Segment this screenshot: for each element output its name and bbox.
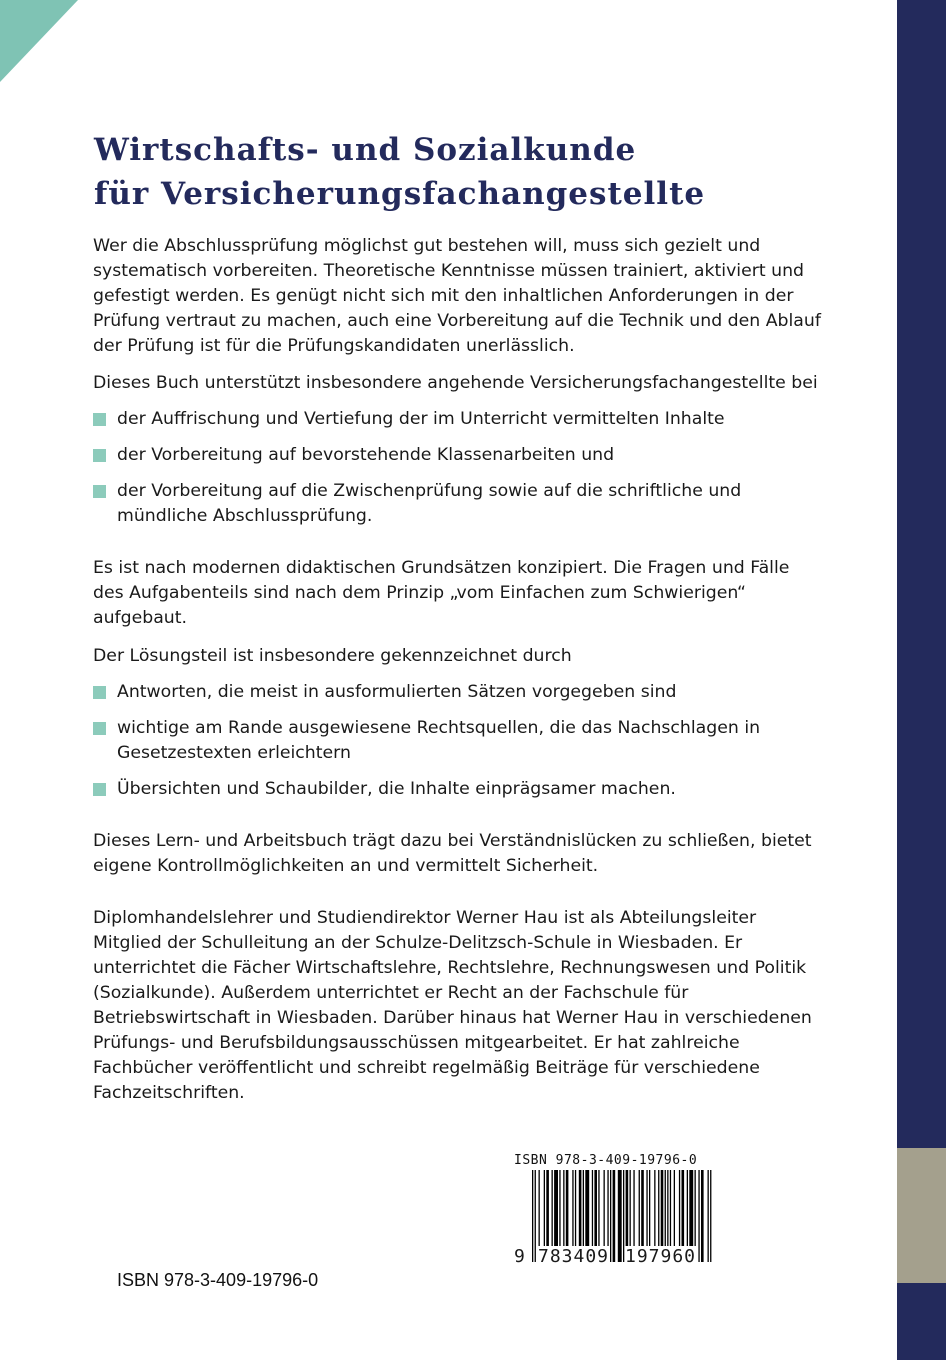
support-list bbox=[93, 407, 821, 529]
list-item: Übersichten und Schaubilder, die Inhalte einprägsamer machen. bbox=[93, 777, 821, 802]
support-lead: Dieses Buch unterstützt insbesondere angehende Versicherungsfachangestellte bei bbox=[93, 373, 818, 393]
barcode-bar bbox=[618, 1170, 622, 1262]
barcode-bar bbox=[613, 1170, 616, 1262]
title-line-1: Wirtschafts- und Sozialkunde bbox=[94, 132, 637, 168]
book-title bbox=[94, 128, 884, 216]
barcode-digits-right: 197960 bbox=[625, 1246, 697, 1267]
closing-paragraph: Dieses Lern- und Arbeitsbuch trägt dazu bei Verständnislücken zu schließen, bietet eigene Kontrollmöglichkeiten an und vermittelt Sicherheit. bbox=[93, 831, 812, 876]
corner-accent-triangle bbox=[0, 0, 78, 82]
barcode-bar bbox=[701, 1170, 704, 1262]
barcode-isbn-label: ISBN 978-3-409-19796-0 bbox=[514, 1153, 698, 1168]
list-item: der Vorbereitung auf bevorstehende Klassenarbeiten und bbox=[93, 443, 821, 468]
barcode-bar bbox=[610, 1170, 611, 1262]
bullet-square-icon bbox=[93, 485, 106, 498]
list-item: Antworten, die meist in ausformulierten Sätzen vorgegeben sind bbox=[93, 680, 821, 705]
barcode-bar bbox=[708, 1170, 709, 1262]
barcode-bar bbox=[710, 1170, 711, 1262]
bullet-square-icon bbox=[93, 449, 106, 462]
blurb-body bbox=[93, 234, 821, 1106]
isbn-footer: ISBN 978-3-409-19796-0 bbox=[117, 1270, 319, 1290]
author-bio: Diplomhandelslehrer und Studiendirektor Werner Hau ist als Abteilungsleiter Mitglied der Schulleitung an der Schulze-Delitzsch-Schule in Wiesbaden. Er unterrichtet die Fächer Wirtschaftslehre, Rechtslehre, Rechnungswesen und Politik (Sozialkunde). Außerdem unterrichtet er Recht an der Fachschule für Betriebswirtschaft in Wiesbaden. Darüber hinaus hat Werner Hau in verschiedenen Prüfungs- und Berufsbildungsausschüssen mitgearbeitet. Er hat zahlreiche Fachbücher veröffentlicht und schreibt regelmäßig Beiträge für verschiedene Fachzeitschriften. bbox=[93, 908, 812, 1103]
bullet-square-icon bbox=[93, 413, 106, 426]
bullet-square-icon bbox=[93, 783, 106, 796]
bullet-square-icon bbox=[93, 722, 106, 735]
barcode-bar bbox=[535, 1170, 536, 1262]
list-item: wichtige am Rande ausgewiesene Rechtsquellen, die das Nachschlagen in Gesetzestexten erleichtern bbox=[93, 716, 821, 766]
barcode-digit-lead: 9 bbox=[514, 1246, 525, 1267]
solution-lead: Der Lösungsteil ist insbesondere gekennzeichnet durch bbox=[93, 646, 572, 666]
barcode-bar bbox=[532, 1170, 533, 1262]
barcode-digits-left: 783409 bbox=[538, 1246, 610, 1267]
title-line-2: für Versicherungsfachangestellte bbox=[94, 176, 706, 212]
solution-list bbox=[93, 680, 821, 802]
list-item: der Vorbereitung auf die Zwischenprüfung sowie auf die schriftliche und mündliche Abschlussprüfung. bbox=[93, 479, 821, 529]
barcode bbox=[512, 1153, 728, 1268]
bullet-square-icon bbox=[93, 686, 106, 699]
spine-band-gray bbox=[897, 1148, 946, 1283]
concept-paragraph: Es ist nach modernen didaktischen Grundsätzen konzipiert. Die Fragen und Fälle des Aufgabenteils sind nach dem Prinzip „vom Einfachen zum Schwierigen“ aufgebaut. bbox=[93, 558, 790, 628]
list-item: der Auffrischung und Vertiefung der im Unterricht vermittelten Inhalte bbox=[93, 407, 821, 432]
spine-band-navy-bottom bbox=[897, 1283, 946, 1360]
barcode-bar bbox=[698, 1170, 699, 1262]
intro-paragraph: Wer die Abschlussprüfung möglichst gut bestehen will, muss sich gezielt und systematisch vorbereiten. Theoretische Kenntnisse müssen trainiert, aktiviert und gefestigt werden. Es genügt nicht sich mit den inhaltlichen Anforderungen in der Prüfung vertraut zu machen, auch eine Vorbereitung auf die Technik und den Ablauf der Prüfung ist für die Prüfungskandidaten unerlässlich. bbox=[93, 236, 821, 356]
spine-band-navy bbox=[897, 0, 946, 1148]
